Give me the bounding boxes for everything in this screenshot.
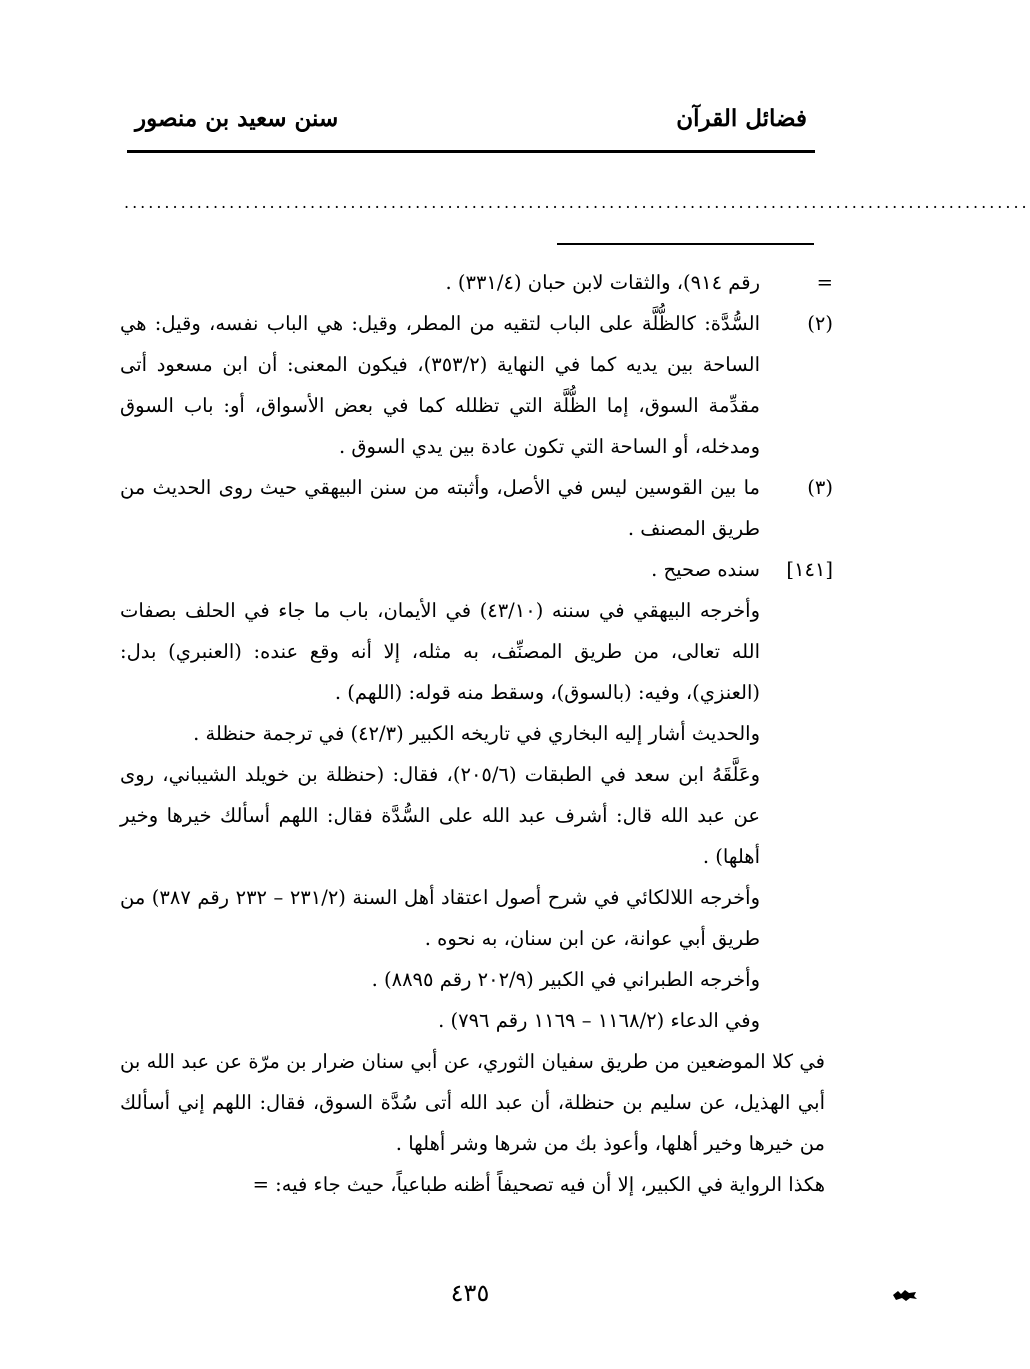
hadith-paragraph (120, 754, 825, 877)
paragraph-text: وعَلَّقَهُ ابن سعد في الطبقات (٢٠٥/٦)، فقال: (حنظلة بن خويلد الشيباني، روى عن عبد الله قال: أشرف عبد الله على السُّدَّة فقال: اللهم أسألك خيرها وخير أهلها) . (120, 763, 761, 868)
hadith-paragraph (120, 959, 825, 1000)
paragraph-text: وأخرجه اللالكائي في شرح أصول اعتقاد أهل السنة (٢٣١/٢ – ٢٣٢ رقم ٣٨٧) من طريق أبي عوانة، عن ابن سنان، به نحوه . (120, 886, 760, 950)
header-chapter-title: فضائل القرآن (676, 105, 807, 132)
footnote-2 (120, 303, 833, 467)
hadith-paragraph (120, 713, 825, 754)
footnote-marker: (٢) (807, 312, 833, 335)
hadith-number: [١٤١] (786, 558, 833, 581)
paragraph-text: وأخرجه الطبراني في الكبير (٢٠٢/٩ رقم ٨٨٩٥) . (371, 968, 760, 991)
hadith-paragraph-wide (120, 1164, 825, 1205)
hadith-paragraph (120, 877, 825, 959)
page-body (120, 262, 833, 1205)
dotted-separator: ................................................................................................................ (124, 193, 1030, 212)
footnote-rule (557, 243, 814, 245)
paragraph-text: وأخرجه البيهقي في سننه (٤٣/١٠) في الأيمان، باب ما جاء في الحلف بصفات الله تعالى، من طريق المصنِّف، به مثله، إلا أنه وقع عنده: (العنبري) بدل: (العنزي)، وفيه: (بالسوق)، وسقط منه قوله: (اللهم) . (120, 599, 760, 704)
header-book-title: سنن سعيد بن منصور (135, 105, 339, 132)
footnote-marker: = (816, 271, 833, 294)
hadith-paragraph (120, 1000, 825, 1041)
footnote-text: السُّدَّة: كالظُّلَّة على الباب لتقيه من المطر، وقيل: هي الباب نفسه، وقيل: هي الساحة بين يديه كما في النهاية (٣٥٣/٢)، فيكون المعنى: أن ابن مسعود أتى مقدِّمة السوق، إما الظُّلَّة التي تظلله كما في بعض الأسواق، أو: باب السوق ومدخله، أو الساحة التي تكون عادة بين يدي السوق . (120, 312, 760, 458)
hadith-paragraph (120, 590, 825, 713)
page-number: ٤٣٥ (450, 1279, 490, 1307)
ink-blot-icon (892, 1288, 918, 1302)
footnote-text: ما بين القوسين ليس في الأصل، وأثبته من سنن البيهقي حيث روى الحديث من طريق المصنف . (120, 476, 760, 540)
footnote-text: رقم ٩١٤)، والثقات لابن حبان (٣٣١/٤) . (445, 271, 760, 294)
footnote-marker: (٣) (807, 476, 833, 499)
hadith-grade: سنده صحيح . (651, 558, 760, 581)
hadith-heading (120, 549, 833, 590)
footnote-continuation (120, 262, 833, 303)
footnote-3 (120, 467, 833, 549)
paragraph-text: والحديث أشار إليه البخاري في تاريخه الكبير (٤٢/٣) في ترجمة حنظلة . (193, 722, 760, 745)
paragraph-text: وفي الدعاء (١١٦٨/٢ – ١١٦٩ رقم ٧٩٦) . (438, 1009, 760, 1032)
hadith-paragraph-wide (120, 1041, 825, 1164)
paragraph-text: هكذا الرواية في الكبير، إلا أن فيه تصحيفاً أظنه طباعياً، حيث جاء فيه: = (252, 1173, 825, 1196)
header-rule (127, 150, 815, 153)
paragraph-text: في كلا الموضعين من طريق سفيان الثوري، عن أبي سنان ضرار بن مرّة عن عبد الله بن أبي الهذيل، عن سليم بن حنظلة، أن عبد الله أتى سُدَّة السوق، فقال: اللهم إني أسألك من خيرها وخير أهلها، وأعوذ بك من شرها وشر أهلها . (120, 1050, 825, 1155)
